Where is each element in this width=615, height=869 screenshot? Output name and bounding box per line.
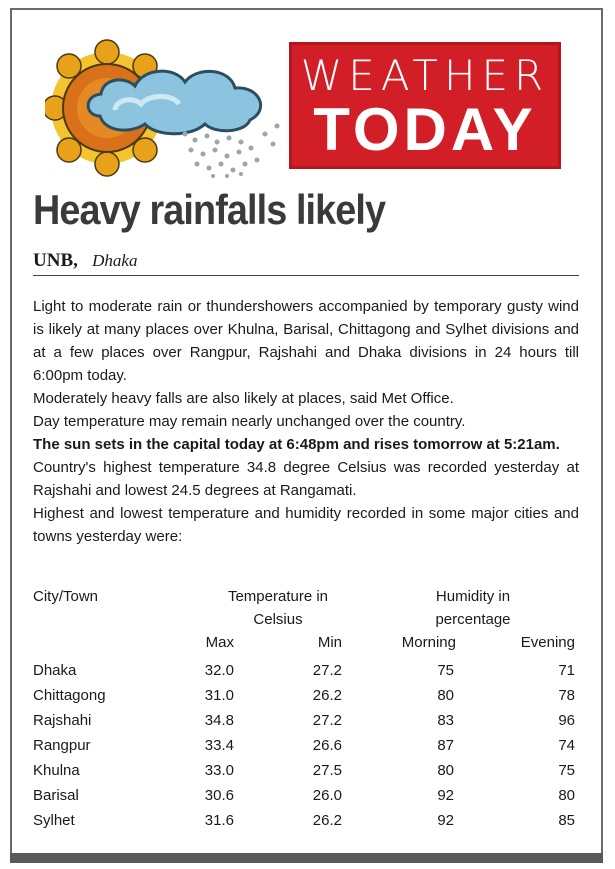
banner-title-top: WEATHER [300,51,550,100]
cell-max: 33.0 [204,762,234,779]
header-evening: Evening [520,634,575,651]
cell-min: 27.2 [312,712,342,729]
byline-place: Dhaka [92,251,138,270]
paragraph-heavy-falls: Moderately heavy falls are also likely at places, said Met Office. [33,390,454,407]
table-row [33,737,579,762]
paragraph-highest-lowest: Country's highest temperature 34.8 degree Celsius was recorded yesterday at Rajshahi and lowest 24.5 degrees at Rangamati. [33,459,579,499]
cell-min: 26.2 [312,687,342,704]
cell-min: 27.2 [312,662,342,679]
cell-morning: 80 [437,762,454,779]
cell-morning: 80 [437,687,454,704]
cell-city: Rajshahi [33,712,92,729]
cell-morning: 83 [437,712,454,729]
cell-morning: 92 [437,812,454,829]
paragraph-day-temperature: Day temperature may remain nearly unchanged over the country. [33,413,466,430]
cell-evening: 78 [558,687,575,704]
table-row [33,787,579,812]
cell-max: 33.4 [204,737,234,754]
cell-city: Khulna [33,762,80,779]
table-row [33,812,579,837]
header-humidity-line2: percentage [435,611,511,628]
table-header-row-1 [33,588,579,611]
paragraph-sunset-sunrise: The sun sets in the capital today at 6:48pm and rises tomorrow at 5:21am. [33,436,560,453]
table-header-row-2 [33,611,579,634]
sun-rain-cloud-illustration [45,38,290,178]
cell-min: 26.6 [312,737,342,754]
cell-max: 30.6 [204,787,234,804]
cell-morning: 75 [437,662,454,679]
headline: Heavy rainfalls likely [33,186,386,233]
cell-city: Barisal [33,787,79,804]
header-humidity-line1: Humidity in [435,588,511,605]
cell-max: 32.0 [204,662,234,679]
cell-evening: 71 [558,662,575,679]
cell-max: 31.0 [204,687,234,704]
header-temperature-line2: Celsius [253,611,303,628]
header-max: Max [205,634,234,651]
cell-city: Dhaka [33,662,77,679]
cell-morning: 87 [437,737,454,754]
header-temperature-line1: Temperature in [227,588,329,605]
cell-min: 26.0 [312,787,342,804]
cell-evening: 80 [558,787,575,804]
cell-max: 34.8 [204,712,234,729]
paragraph-forecast: Light to moderate rain or thundershowers accompanied by temporary gusty wind is likely at many places over Khulna, Barisal, Chittagong and Sylhet divisions and at a few places over Rangpur, Rajshahi and Dhaka divisions in 24 hours till 6:00pm today. [33,298,579,384]
header-min: Min [317,634,342,651]
cell-evening: 85 [558,812,575,829]
table-row [33,662,579,687]
bottom-bar [10,853,603,863]
cell-evening: 74 [558,737,575,754]
paragraph-table-intro: Highest and lowest temperature and humidity recorded in some major cities and towns yesterday were: [33,505,579,545]
byline-agency: UNB, [33,250,78,271]
header-morning: Morning [401,634,456,651]
article-body [33,295,579,548]
weather-today-banner [289,42,561,169]
cell-city: Chittagong [33,687,106,704]
cell-morning: 92 [437,787,454,804]
table-header-row-3 [33,634,579,662]
cell-city: Sylhet [33,812,75,829]
cell-max: 31.6 [204,812,234,829]
cell-evening: 75 [558,762,575,779]
byline [33,250,137,272]
cell-city: Rangpur [33,737,91,754]
table-row [33,762,579,787]
table-row [33,712,579,737]
cell-min: 27.5 [312,762,342,779]
banner-title-bottom: TODAY [313,96,537,163]
cell-evening: 96 [558,712,575,729]
weather-table [33,588,579,837]
byline-divider [33,275,579,276]
header-city: City/Town [33,588,99,605]
table-row [33,687,579,712]
cell-min: 26.2 [312,812,342,829]
